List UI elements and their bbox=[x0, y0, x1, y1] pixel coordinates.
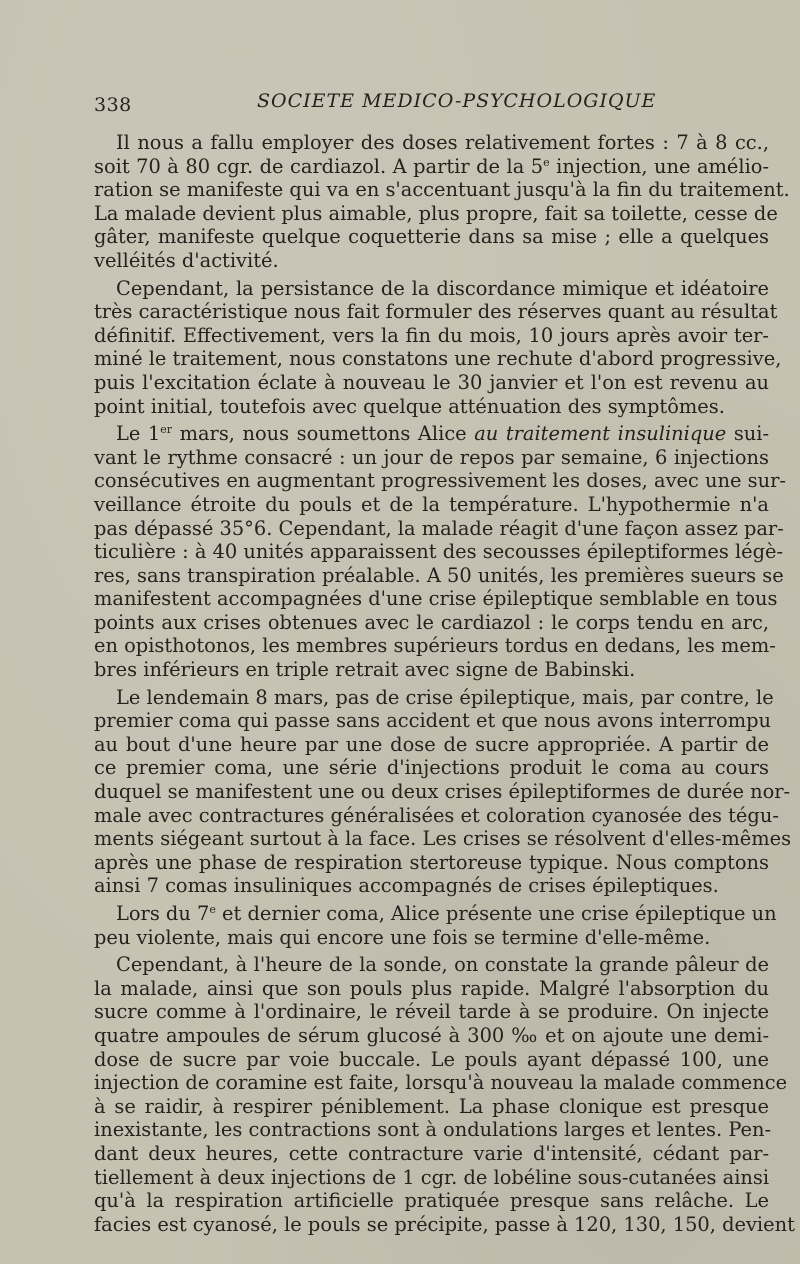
text-fragment: Le 1 bbox=[116, 422, 161, 446]
body-text bbox=[94, 131, 795, 1236]
text-line bbox=[94, 902, 777, 926]
text-line: inexistante, les contractions sont à ondulations larges et lentes. Pen- bbox=[94, 1118, 772, 1142]
text-fragment: injection, une amélio- bbox=[549, 154, 770, 178]
text-fragment: mars, nous soumettons Alice bbox=[172, 422, 475, 446]
text-line: après une phase de respiration stertoreuse typique. Nous comptons bbox=[94, 850, 769, 874]
text-line: dose de sucre par voie buccale. Le pouls ayant dépassé 100, une bbox=[94, 1047, 769, 1071]
emphasis-text: au traitement insulinique bbox=[474, 422, 727, 446]
text-line: points aux crises obtenues avec le cardiazol : le corps tendu en arc, bbox=[94, 610, 769, 634]
text-line: puis l'excitation éclate à nouveau le 30 janvier et l'on est revenu au bbox=[94, 370, 769, 394]
text-line bbox=[94, 155, 769, 179]
running-title: SOCIETE MEDICO-PSYCHOLOGIQUE bbox=[257, 90, 657, 112]
text-line: ration se manifeste qui va en s'accentuant jusqu'à la fin du traitement. bbox=[94, 178, 790, 202]
text-line: res, sans transpiration préalable. A 50 unités, les premières sueurs se bbox=[94, 563, 784, 587]
page-header bbox=[94, 90, 770, 120]
paragraph-5 bbox=[94, 902, 777, 949]
superscript: e bbox=[209, 903, 216, 916]
text-line: dant deux heures, cette contracture varie d'intensité, cédant par- bbox=[94, 1141, 769, 1165]
text-line: très caractéristique nous fait formuler des réserves quant au résultat bbox=[94, 300, 778, 324]
text-line: vant le rythme consacré : un jour de repos par semaine, 6 injections bbox=[94, 445, 769, 469]
text-line: male avec contractures généralisées et coloration cyanosée des tégu- bbox=[94, 803, 779, 827]
text-line: ticulière : à 40 unités apparaissent des secousses épileptiformes légè- bbox=[94, 540, 784, 564]
text-fragment: sui- bbox=[726, 422, 770, 446]
text-line: la malade, ainsi que son pouls plus rapide. Malgré l'absorption du bbox=[94, 976, 769, 1000]
text-line: ainsi 7 comas insuliniques accompagnés de crises épileptiques. bbox=[94, 874, 719, 898]
text-line: définitif. Effectivement, vers la fin du mois, 10 jours après avoir ter- bbox=[94, 323, 769, 347]
text-line bbox=[94, 422, 769, 446]
text-line: quatre ampoules de sérum glucosé à 300 ‰ et on ajoute une demi- bbox=[94, 1023, 769, 1047]
text-line: Cependant, la persistance de la discordance mimique et idéatoire bbox=[116, 276, 769, 300]
paragraph-1 bbox=[94, 131, 790, 273]
paragraph-6 bbox=[94, 953, 795, 1236]
text-line: duquel se manifestent une ou deux crises épileptiformes de durée nor- bbox=[94, 780, 791, 804]
paragraph-4 bbox=[94, 685, 792, 898]
text-line: à se raidir, à respirer péniblement. La phase clonique est presque bbox=[94, 1094, 769, 1118]
text-line: point initial, toutefois avec quelque atténuation des symptômes. bbox=[94, 394, 725, 418]
text-line: gâter, manifeste quelque coquetterie dans sa mise ; elle a quelques bbox=[94, 225, 769, 249]
text-fragment: Lors du 7 bbox=[116, 902, 210, 925]
text-line: consécutives en augmentant progressivement les doses, avec une sur- bbox=[94, 469, 786, 493]
text-fragment: soit 70 à 80 cgr. de cardiazol. A partir de la 5 bbox=[94, 154, 544, 178]
text-line: facies est cyanosé, le pouls se précipite, passe à 120, 130, 150, devient bbox=[94, 1212, 795, 1236]
superscript: er bbox=[160, 423, 173, 437]
text-line: tiellement à deux injections de 1 cgr. de lobéline sous-cutanées ainsi bbox=[94, 1165, 770, 1189]
text-line: Cependant, à l'heure de la sonde, on constate la grande pâleur de bbox=[116, 953, 769, 977]
text-line: peu violente, mais qui encore une fois se termine d'elle-même. bbox=[94, 925, 711, 949]
page-number: 338 bbox=[94, 94, 132, 116]
text-line: injection de coramine est faite, lorsqu'à nouveau la malade commence bbox=[94, 1071, 788, 1095]
text-line: veillance étroite du pouls et de la température. L'hypothermie n'a bbox=[94, 492, 769, 516]
text-line: Le lendemain 8 mars, pas de crise épileptique, mais, par contre, le bbox=[116, 685, 774, 709]
text-line: qu'à la respiration artificielle pratiquée presque sans relâche. Le bbox=[94, 1189, 769, 1213]
text-line: bres inférieurs en triple retrait avec signe de Babinski. bbox=[94, 658, 636, 682]
text-line: velléités d'activité. bbox=[94, 248, 279, 272]
text-line: premier coma qui passe sans accident et que nous avons interrompu bbox=[94, 709, 771, 733]
text-line: sucre comme à l'ordinaire, le réveil tarde à se produire. On injecte bbox=[94, 1000, 769, 1024]
superscript: e bbox=[543, 155, 550, 169]
text-line: Il nous a fallu employer des doses relativement fortes : 7 à 8 cc., bbox=[116, 131, 769, 154]
text-line: en opisthotonos, les membres supérieurs tordus en dedans, les mem- bbox=[94, 634, 776, 658]
text-line: au bout d'une heure par une dose de sucre appropriée. A partir de bbox=[94, 732, 769, 756]
paragraph-2 bbox=[94, 276, 782, 419]
paragraph-3 bbox=[94, 422, 786, 682]
text-line: pas dépassé 35°6. Cependant, la malade réagit d'une façon assez par- bbox=[94, 516, 784, 540]
text-line: manifestent accompagnées d'une crise épileptique semblable en tous bbox=[94, 587, 778, 611]
text-line: ce premier coma, une série d'injections produit le coma au cours bbox=[94, 756, 769, 780]
text-line: ments siégeant surtout à la face. Les crises se résolvent d'elles-mêmes bbox=[94, 827, 792, 851]
text-line: La malade devient plus aimable, plus propre, fait sa toilette, cesse de bbox=[94, 201, 778, 225]
text-fragment: et dernier coma, Alice présente une crise épileptique un bbox=[215, 902, 777, 925]
text-line: miné le traitement, nous constatons une rechute d'abord progressive, bbox=[94, 347, 782, 371]
